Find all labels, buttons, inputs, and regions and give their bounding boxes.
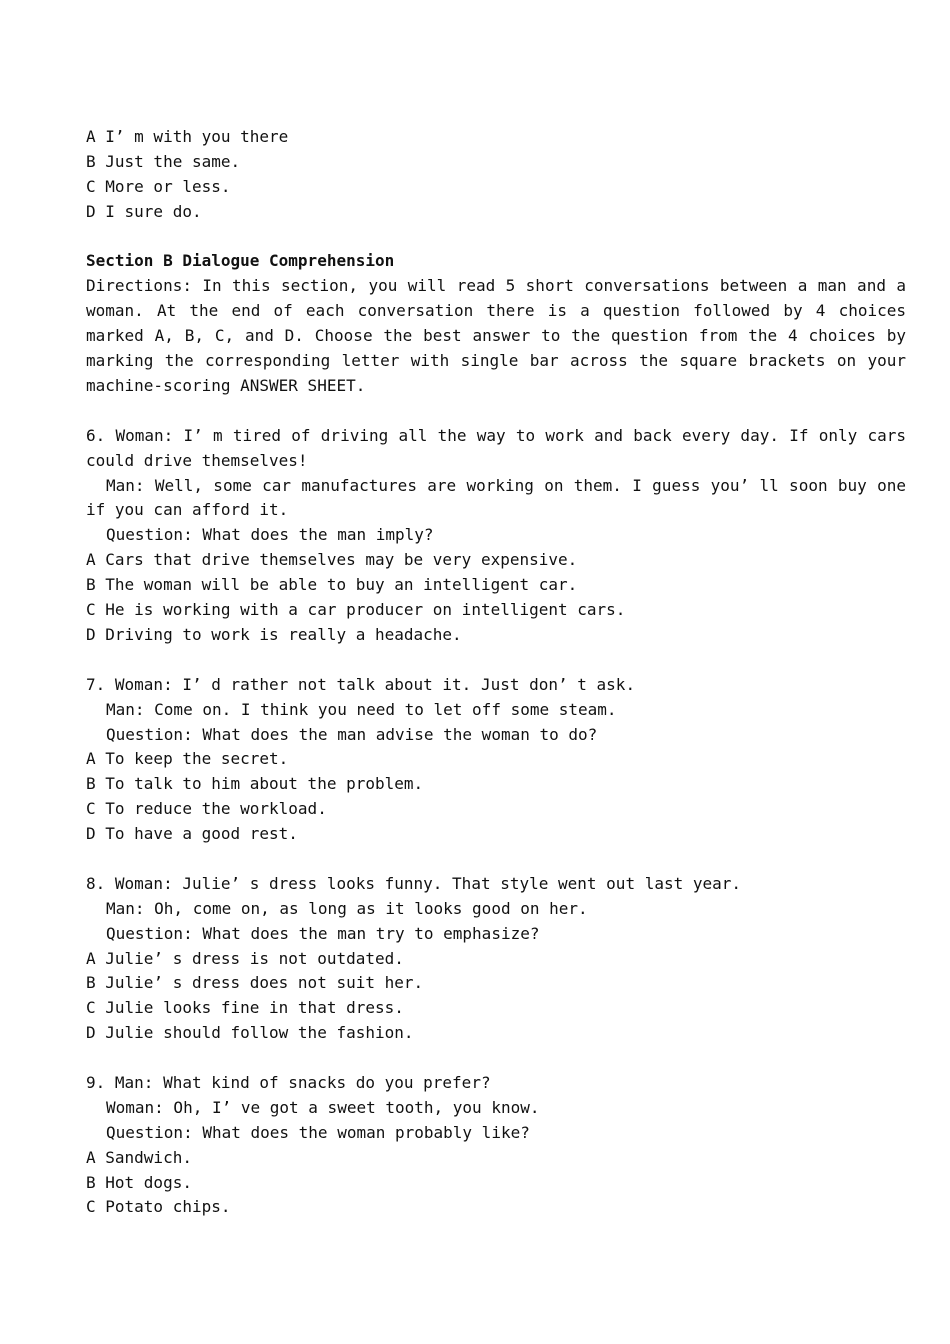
option-a: A I’ m with you there [86, 127, 289, 146]
question-prompt: Question: What does the woman probably like? [106, 1122, 530, 1142]
question-line-man: 9. Man: What kind of snacks do you prefer? [86, 1072, 491, 1092]
directions-paragraph: Directions: In this section, you will read 5 short conversations between a man and a woman. At the end of each conversation there is a question followed by 4 choices marked A, B, C, and D. Choose the best answer to the question from the 4 choices by marking the corresponding letter with single bar across the square brackets on your machine-scoring ANSWER SHEET. [86, 276, 906, 395]
option-a: A Sandwich. [86, 1147, 192, 1167]
question-line-man: Man: Oh, come on, as long as it looks good on her. [106, 898, 588, 918]
option-a: A Cars that drive themselves may be very expensive. [86, 550, 578, 570]
question-line-man: Man: Come on. I think you need to let off some steam. [106, 699, 617, 719]
option-a: A Julie’ s dress is not outdated. [86, 948, 404, 968]
question-8 [86, 872, 906, 1046]
question-line-woman: 7. Woman: I’ d rather not talk about it. Just don’ t ask. [86, 674, 636, 694]
document-page [86, 125, 906, 1220]
spacer [86, 225, 906, 250]
option-d: D Julie should follow the fashion. [86, 1023, 414, 1043]
option-b: B The woman will be able to buy an intelligent car. [86, 575, 578, 595]
previous-question-options [86, 125, 906, 225]
option-d: D To have a good rest. [86, 824, 298, 844]
question-prompt: Question: What does the man try to emphasize? [106, 923, 540, 943]
spacer [86, 847, 906, 872]
question-prompt: Question: What does the man advise the woman to do? [106, 724, 598, 744]
option-c: C Julie looks fine in that dress. [86, 998, 404, 1018]
question-6 [86, 424, 906, 648]
spacer [86, 648, 906, 673]
spacer [86, 1046, 906, 1071]
option-c: C More or less. [86, 176, 231, 196]
option-c: C To reduce the workload. [86, 799, 327, 819]
question-7 [86, 673, 906, 847]
question-9 [86, 1071, 906, 1220]
option-b: B To talk to him about the problem. [86, 774, 424, 794]
option-d: D I sure do. [86, 201, 202, 221]
option-a: A To keep the secret. [86, 749, 289, 769]
option-c: C Potato chips. [86, 1197, 231, 1217]
option-b: B Hot dogs. [86, 1172, 192, 1192]
question-line-woman: 6. Woman: I’ m tired of driving all the way to work and back every day. If only cars could drive themselves! [86, 425, 906, 470]
question-line-woman: 8. Woman: Julie’ s dress looks funny. That style went out last year. [86, 873, 742, 893]
question-line-woman: Woman: Oh, I’ ve got a sweet tooth, you know. [106, 1097, 540, 1117]
option-d: D Driving to work is really a headache. [86, 624, 462, 644]
question-line-man: Man: Well, some car manufactures are working on them. I guess you’ ll soon buy one if you can afford it. [86, 475, 906, 520]
spacer [86, 399, 906, 424]
question-prompt: Question: What does the man imply? [106, 525, 434, 545]
option-c: C He is working with a car producer on intelligent cars. [86, 600, 626, 620]
option-b: B Just the same. [86, 151, 241, 171]
section-title: Section B Dialogue Comprehension [86, 251, 395, 271]
option-b: B Julie’ s dress does not suit her. [86, 973, 424, 993]
